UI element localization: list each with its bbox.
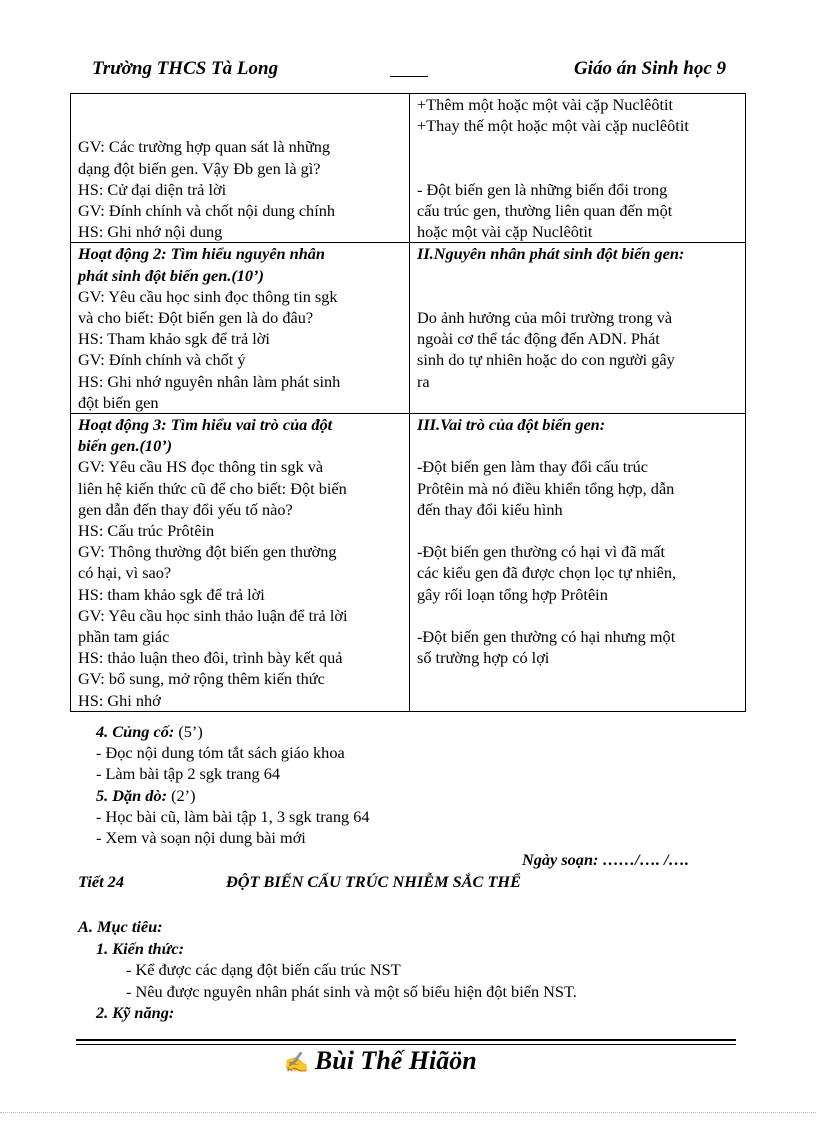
page-header: [92, 58, 732, 82]
section-title: III.Vai trò của đột biến gen:: [417, 415, 606, 435]
activity-cell: GV: Các trường hợp quan sát là những dạng đột biến gen. Vậy Đb gen là gì? HS: Cử đại diện trả lời GV: Đính chính và chốt nội dung chính HS: Ghi nhớ nội dung: [71, 94, 410, 243]
school-name: Trường THCS Tà Long: [92, 58, 279, 79]
list-item: - Làm bài tập 2 sgk trang 64: [96, 764, 281, 783]
subject-title: Giáo án Sinh học 9: [573, 58, 726, 79]
knowledge-title: 1. Kiến thức:: [96, 939, 184, 958]
content-cell: III.Vai trò của đột biến gen: -Đột biến gen làm thay đổi cấu trúc Prôtêin mà nó điều khiển tổng hợp, dẫn đến thay đổi kiểu hình -Đột biến gen thường có hại vì đã mất các kiểu gen đã được chọn lọc tự nhiên, gây rối loạn tổng hợp Prôtêin -Đột biến gen thường có hại nhưng một số trường hợp có lợi: [410, 414, 746, 712]
page-edge: [0, 1112, 816, 1113]
table-row: [71, 94, 746, 243]
lesson-table: [70, 93, 746, 712]
activity-cell: Hoạt động 2: Tìm hiểu nguyên nhân phát sinh đột biến gen.(10’) GV: Yêu cầu học sinh đọc thông tin sgk và cho biết: Đột biến gen là do đâu? HS: Tham khảo sgk để trả lời GV: Đính chính và chốt ý HS: Ghi nhớ nguyên nhân làm phát sinh đột biến gen: [71, 243, 410, 414]
section-title: II.Nguyên nhân phát sinh đột biến gen:: [417, 244, 685, 264]
lesson-period: Tiết 24: [78, 872, 124, 891]
author-name: Bùi Thế Hiãön: [314, 1046, 477, 1075]
activity-title: Hoạt động 3: Tìm hiểu vai trò của đột: [78, 415, 333, 435]
header-divider: [390, 76, 428, 77]
list-item: - Xem và soạn nội dung bài mới: [96, 828, 306, 847]
activity-cell: Hoạt động 3: Tìm hiểu vai trò của đột biến gen.(10’) GV: Yêu cầu HS đọc thông tin sgk và liên hệ kiến thức cũ để cho biết: Đột biến gen dẫn đến thay đổi yếu tố nào? HS: Cấu trúc Prôtêin GV: Thông thường đột biến gen thường có hại, vì sao? HS: tham khảo sgk để trả lời GV: Yêu cầu học sinh thảo luận để trả lời phần tam giác HS: thảo luận theo đôi, trình bày kết quả GV: bổ sung, mở rộng thêm kiến thức HS: Ghi nhớ: [71, 414, 410, 712]
content-cell: +Thêm một hoặc một vài cặp Nuclêôtit +Thay thế một hoặc một vài cặp nuclêôtit - Đột biến gen là những biến đổi trong cấu trúc gen, thường liên quan đến một hoặc một vài cặp Nuclêôtit: [410, 94, 746, 243]
activity-title: Hoạt động 2: Tìm hiểu nguyên nhân: [78, 244, 325, 264]
skills-title: 2. Kỹ năng:: [96, 1003, 175, 1022]
list-item: - Học bài cũ, làm bài tập 1, 3 sgk trang 64: [96, 807, 370, 826]
footer-divider: [76, 1039, 736, 1041]
writing-hand-icon: ✍: [284, 1052, 309, 1074]
lesson-title: ĐỘT BIẾN CẤU TRÚC NHIỄM SẮC THỂ: [226, 872, 521, 891]
consolidation-heading: 4. Củng cố: (5’): [96, 722, 203, 741]
homework-heading: 5. Dặn dò: (2’): [96, 786, 196, 805]
content-cell: II.Nguyên nhân phát sinh đột biến gen: Do ảnh hưởng của môi trường trong và ngoài cơ thể tác động đến ADN. Phát sinh do tự nhiên hoặc do con người gây ra: [410, 243, 746, 414]
list-item: - Đọc nội dung tóm tắt sách giáo khoa: [96, 743, 345, 762]
footer-divider-thin: [76, 1044, 736, 1045]
list-item: - Nêu được nguyên nhân phát sinh và một số biểu hiện đột biến NST.: [126, 982, 577, 1001]
objectives-title: A. Mục tiêu:: [78, 917, 163, 936]
date-line: Ngày soạn: ……/…. /….: [522, 850, 689, 869]
footer-signature: [284, 1046, 477, 1076]
table-row: [71, 243, 746, 414]
table-row: [71, 414, 746, 712]
list-item: - Kể được các dạng đột biến cấu trúc NST: [126, 960, 401, 979]
